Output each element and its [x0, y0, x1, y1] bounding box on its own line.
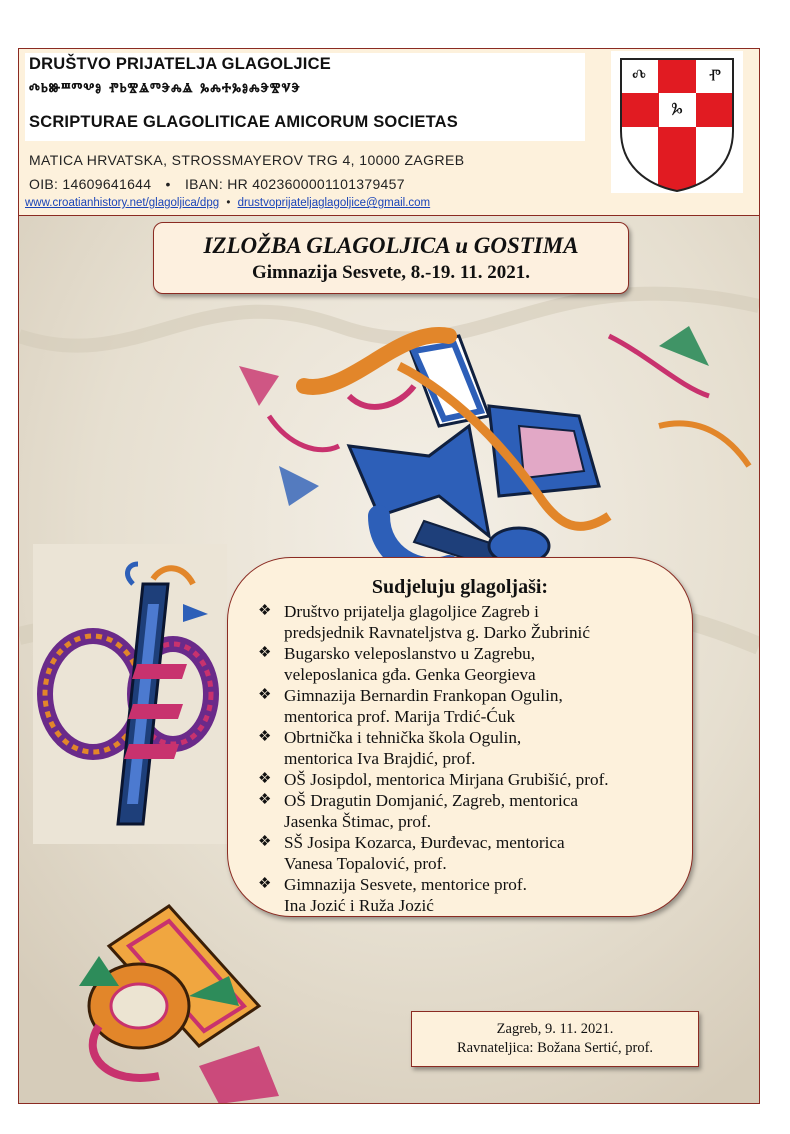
bullet-diamond-icon: ❖: [258, 792, 272, 808]
participants-heading: Sudjeluju glagoljaši:: [371, 576, 549, 598]
society-crest: [611, 51, 743, 193]
website-link[interactable]: www.croatianhistory.net/glagoljica/dpg: [25, 197, 220, 209]
poster-frame: [18, 48, 760, 1104]
bullet-diamond-icon: ❖: [258, 645, 272, 661]
participant-line: predsjednik Ravnateljstva g. Darko Žubrinić: [284, 623, 590, 642]
event-title-box: [153, 222, 629, 294]
participant-line: Gimnazija Bernardin Frankopan Ogulin,: [284, 686, 563, 705]
org-name: DRUŠTVO PRIJATELJA GLAGOLJICE: [29, 55, 331, 73]
bullet-separator: •: [226, 197, 231, 209]
participants-list: [258, 601, 609, 916]
event-subtitle: Gimnazija Sesvete, 8.-19. 11. 2021.: [251, 262, 531, 283]
bullet-diamond-icon: ❖: [258, 771, 272, 787]
participant-line: SŠ Josipa Kozarca, Đurđevac, mentorica: [284, 833, 565, 852]
participant-line: Vanesa Topalović, prof.: [284, 854, 447, 873]
list-item: [258, 685, 609, 727]
bullet-diamond-icon: ❖: [258, 603, 272, 619]
org-address: MATICA HRVATSKA, STROSSMAYEROV TRG 4, 10000 ZAGREB: [29, 152, 465, 168]
director-signature: Ravnateljica: Božana Sertić, prof.: [456, 1040, 654, 1056]
participant-line: Bugarsko veleposlanstvo u Zagrebu,: [284, 644, 536, 663]
list-item: [258, 601, 609, 643]
iban-number: IBAN: HR 4023600001101379457: [184, 176, 405, 192]
bullet-diamond-icon: ❖: [258, 834, 272, 850]
org-name-glagolitic: ⰴⱃⱆⱎⱅⰲⱁ ⱂⱃⰺⱑⱅⰵⰾⱑ ⰳⰾⰰⰳⱁⰾⰵⰺⱌⰵ: [29, 80, 301, 100]
crest-letter: ⱂ: [708, 65, 722, 90]
signature-box: [411, 1011, 699, 1067]
email-link[interactable]: drustvoprijateljaglagoljice@gmail.com: [237, 197, 431, 209]
list-item: [258, 643, 609, 685]
participants-box: [227, 557, 693, 917]
issue-date: Zagreb, 9. 11. 2021.: [496, 1021, 614, 1037]
list-item: [258, 790, 609, 832]
participant-line: veleposlanica gđa. Genka Georgieva: [284, 665, 536, 684]
crest-shield-icon: [611, 51, 743, 193]
participant-line: Društvo prijatelja glagoljice Zagreb i: [284, 602, 539, 621]
bullet-diamond-icon: ❖: [258, 876, 272, 892]
contact-links: [25, 197, 430, 209]
participant-line: OŠ Dragutin Domjanić, Zagreb, mentorica: [284, 791, 579, 810]
phi-glyph-artwork: [33, 544, 227, 844]
crest-letter: ⰳ: [671, 98, 683, 123]
oib-number: OIB: 14609641644: [29, 176, 152, 192]
org-name-latin: SCRIPTURAE GLAGOLITICAE AMICORUM SOCIETAS: [29, 113, 458, 131]
list-item: [258, 769, 609, 790]
event-title: IZLOŽBA GLAGOLJICA u GOSTIMA: [203, 233, 579, 258]
participant-line: mentorica prof. Marija Trdić-Ćuk: [284, 707, 516, 726]
bullet-separator: •: [165, 176, 171, 192]
bullet-diamond-icon: ❖: [258, 687, 272, 703]
participant-line: Obrtnička i tehnička škola Ogulin,: [284, 728, 522, 747]
crest-letter: ⰴ: [631, 65, 647, 90]
list-item: [258, 832, 609, 874]
participant-line: Ina Jozić i Ruža Jozić: [284, 896, 434, 915]
participant-line: mentorica Iva Brajdić, prof.: [284, 749, 476, 768]
left-artwork-photo: [33, 544, 227, 844]
letterhead: [19, 49, 759, 216]
org-ids: [29, 176, 405, 192]
bullet-diamond-icon: ❖: [258, 729, 272, 745]
list-item: [258, 874, 609, 916]
participant-line: Gimnazija Sesvete, mentorice prof.: [284, 875, 527, 894]
participant-line: Jasenka Štimac, prof.: [284, 812, 432, 831]
list-item: [258, 727, 609, 769]
participant-line: OŠ Josipdol, mentorica Mirjana Grubišić, prof.: [284, 770, 609, 789]
